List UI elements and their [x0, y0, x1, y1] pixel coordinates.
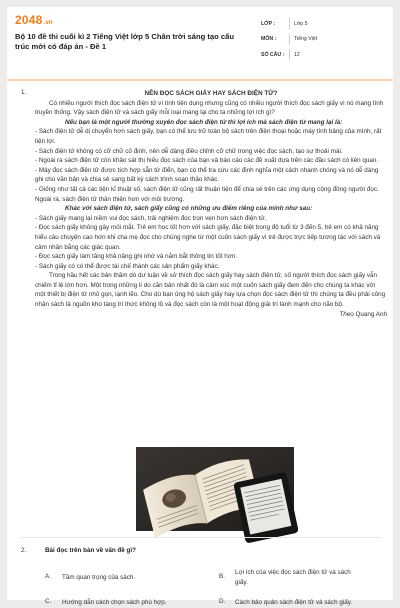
passage-lead-ebook: Nếu bạn là một người thường xuyên đọc sách điện tử thì lợi ích mà sách điện tử mang lại là: [65, 118, 343, 126]
passage-conclusion: Trong hầu hết các bản thăm dò dư luận về sở thích đọc sách giấy hay sách điện tử, số người thích đọc sách giấy vẫn chiếm tỉ lệ lớn hơn. Một trong những lí do căn bản nhất đó là cảm xúc một cuốn sách giấy đem đến cho chúng ta khác với một thiết bị điện tử nhỏ gọn, lạnh lẽo. Cho dù bạn ủng hộ sách giấy hay lựa chọn đọc sách điện tử thì chúng ta đều phải công nhận sách là nguồn kho tàng trí thức không lồ và đọc sách còn là một hoạt động giải trí lành mạnh cho não bộ. [35, 272, 386, 309]
site-logo[interactable]: 2048.vn [15, 13, 53, 27]
list-item: - Máy đọc sách điện tử được tích hợp sẵn từ điển, bạn có thể tra cứu các định nghĩa một cách nhanh chóng và nó dễ dàng ghi chú văn bản và chia sẻ sang bất kỳ cách trình soạn thảo khác. [35, 166, 379, 184]
option-d-letter[interactable]: D. [219, 598, 226, 605]
passage-intro: Có nhiều người thích đọc sách điện tử vì tính tiện dụng nhưng cũng có nhiều người thích đọc sách giấy vì nó mang tính truyền thống. Vậy sách điện tử và sách giấy mỗi loại mang lại cho ta những lợi ích gì? [35, 99, 384, 117]
header-divider [7, 79, 393, 81]
meta-table [255, 16, 385, 63]
option-a-letter[interactable]: A. [45, 573, 51, 580]
meta-separator [289, 49, 290, 60]
passage-lead-paper: Khác với sách điện tử, sách giấy cũng có những ưu điểm riêng của mình như sau: [65, 205, 313, 213]
document-page [7, 7, 393, 606]
reading-passage [35, 89, 387, 319]
document-title: Bộ 10 đề thi cuối kì 2 Tiếng Việt lớp 5 Chân trời sáng tạo cấu trúc mới có đáp án - Đề 1 [15, 32, 234, 51]
question-number: 2. [21, 547, 27, 554]
meta-label: LỚP : [261, 20, 276, 27]
list-item: - Ngoài ra sách điện tử còn khảo sát thị hiếu đọc sách của bạn và báo cáo các đề xuất dựa trên các đầu sách có liên quan. [35, 157, 379, 165]
meta-label: MÔN : [261, 36, 277, 43]
passage-author: Theo Quang Anh [339, 310, 387, 318]
list-item: - Sách giấy có có thể được tái chế thành các sản phẩm giấy khác. [35, 262, 220, 270]
meta-separator [289, 18, 290, 29]
meta-value: Tiếng Việt [294, 36, 318, 43]
list-item: - Đọc sách giấy làm tăng khả năng ghi nhớ và nắm bắt thông tin tốt hơn. [35, 253, 238, 261]
list-item: - Đọc sách giấy không gây mỏi mắt. Trẻ em học tốt hơn với sách giấy, đặc biệt trong độ tuổi từ 3 đến 5, trẻ em có khả năng hiểu câu chuyện cao hơn khi cha mẹ đọc cho chúng nghe từ một cuốn sách giấy vì trẻ được trực tiếp tương tác với sách và cảm nhận bằng các giác quan. [35, 224, 381, 251]
question-separator [21, 537, 381, 538]
meta-value: 12 [294, 51, 300, 58]
meta-row-subject [255, 32, 385, 48]
option-a-text[interactable]: Tầm quan trọng của sách. [62, 574, 136, 581]
option-c-letter[interactable]: C. [45, 598, 52, 605]
list-item: - Giống như tất cả các tiện kĩ thuật số, sách điện tử cũng rất thuận tiện để chia sẻ trên các ứng dụng cộng đồng người đọc. Ngoài ra, sách điện tử thân thiện hơn với môi trường. [35, 185, 379, 203]
meta-label: SỐ CÂU : [261, 51, 285, 58]
list-item: - Sách điện tử dễ di chuyển hơn sách giấy, bạn có thể lưu trữ toàn bộ sách trên điện thoại hoặc máy tính bảng của mình, rất tiện lợi. [35, 128, 382, 145]
option-d-text[interactable]: Cách bảo quản sách điện tử và sách giấy. [235, 599, 353, 606]
option-b-text[interactable]: Lợi ích của việc đọc sách điện tử và sách giấy. [235, 569, 351, 586]
books-and-ereader-photo [136, 447, 294, 531]
meta-row-grade [255, 16, 385, 32]
question-number: 1. [21, 89, 27, 96]
list-item: - Sách điện tử không có cỡ chữ cố định, nên dễ dàng điều chỉnh cỡ chữ trong việc đọc sách, tạo sự thoải mái. [35, 147, 343, 155]
meta-separator [289, 34, 290, 45]
meta-row-count [255, 47, 385, 63]
list-item: - Sách giấy mang lại niềm vui đọc sách, trải nghiệm đọc trọn vẹn hơn sách điện tử. [35, 214, 267, 222]
option-c-text[interactable]: Hướng dẫn cách chọn sách phù hợp. [62, 599, 167, 606]
question-2-text: Bài đọc trên bàn về vấn đề gì? [45, 547, 136, 554]
meta-value: Lớp 5 [294, 20, 308, 27]
option-b-letter[interactable]: B. [219, 573, 225, 580]
passage-title: NÊN ĐỌC SÁCH GIẤY HAY SÁCH ĐIỆN TỬ? [144, 90, 278, 97]
document-header [7, 7, 393, 71]
